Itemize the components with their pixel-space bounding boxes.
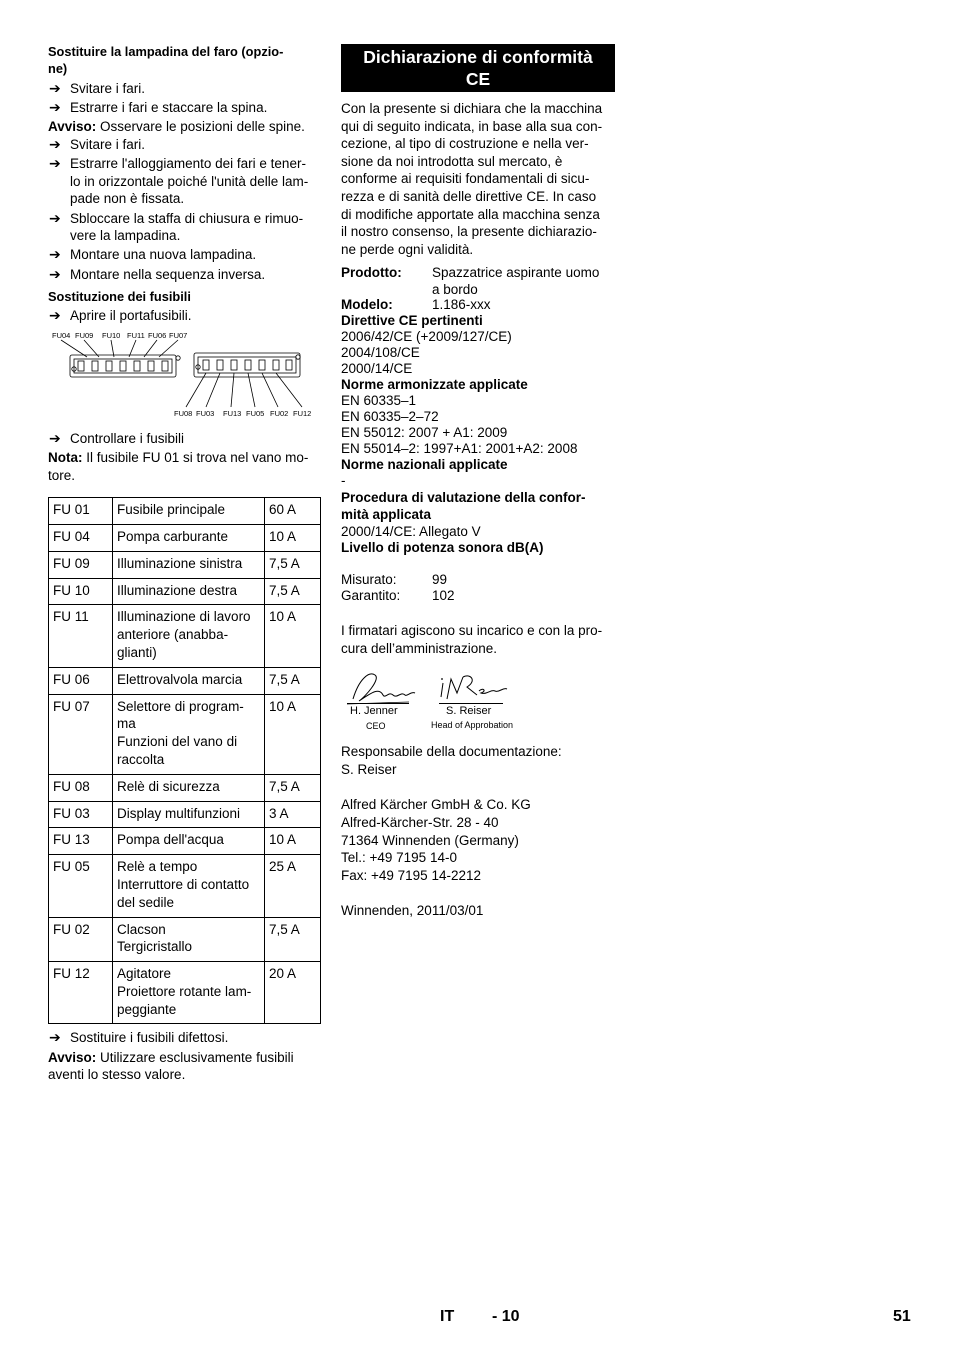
fuse-id: FU 04 (49, 524, 113, 551)
fuse-row (49, 694, 321, 774)
fuse-id: FU 08 (49, 774, 113, 801)
diagram-label-bottom: FU02 (270, 408, 289, 418)
arrow-icon: ➔ (49, 1029, 61, 1046)
norm-item: EN 55012: 2007 + A1: 2009 (341, 424, 508, 440)
lamp-step: ➔ Svitare i fari. (49, 135, 146, 152)
norms-heading: Norme armonizzate applicate (341, 376, 528, 392)
fuse-amperage: 10 A (265, 694, 321, 774)
fuse-description: Elettrovalvola marcia (113, 667, 265, 694)
signatures (341, 669, 615, 735)
fuse-description: Relè a tempo Interruttore di contatto del sedile (113, 855, 265, 917)
left-column (48, 44, 321, 1084)
intro-line: sione da noi introdotta sul mercato, è (341, 153, 563, 169)
place-date: Winnenden, 2011/03/01 (341, 903, 484, 919)
fuse-row (49, 801, 321, 828)
fuse-amperage: 10 A (265, 605, 321, 667)
diagram-label-top: FU07 (169, 330, 188, 340)
sound-power-heading: Livello di potenza sonora dB(A) (341, 539, 544, 555)
diagram-label-bottom: FU03 (196, 408, 215, 418)
fuse-description: Illuminazione sinistra (113, 551, 265, 578)
norm-item: EN 60335–1 (341, 392, 417, 408)
lamp-step: ➔ Sbloccare la staffa di chiusura e rimuo- vere la lampadina. (49, 209, 304, 244)
intro-line: ne perde ogni validità. (341, 241, 474, 257)
fuse-description: Pompa dell'acqua (113, 828, 265, 855)
fuse-description: Illuminazione destra (113, 578, 265, 605)
fuse-description: Selettore di program- ma Funzioni del vano di raccolta (113, 694, 265, 774)
intro-line: di modifiche apportate alla macchina senza (341, 206, 600, 222)
lamp-step: ➔ Estrarre l'alloggiamento dei fari e tener- lo in orizzontale poiché l'unità delle lam- pade non è fissata. (49, 155, 309, 207)
arrow-icon: ➔ (49, 265, 61, 282)
diagram-label-bottom: FU12 (293, 408, 312, 418)
arrow-icon: ➔ (49, 246, 61, 263)
fuse-description: Display multifunzioni (113, 801, 265, 828)
fuse-id: FU 11 (49, 605, 113, 667)
fuse-id: FU 09 (49, 551, 113, 578)
lamp-step: ➔ Montare nella sequenza inversa. (49, 265, 266, 282)
fuse-row (49, 962, 321, 1024)
fuse-description: Clacson Tergicristallo (113, 917, 265, 962)
fuse-row (49, 917, 321, 962)
fuse-amperage: 7,5 A (265, 917, 321, 962)
arrow-icon: ➔ (49, 80, 61, 96)
directives-heading: Direttive CE pertinenti (341, 312, 483, 328)
norm-item: EN 55014–2: 1997+A1: 2001+A2: 2008 (341, 440, 578, 456)
fuse-amperage: 3 A (265, 801, 321, 828)
lamp-replace-heading: Sostituire la lampadina del faro (opzio- ne) (48, 44, 284, 76)
signer-1-role: CEO (366, 721, 386, 732)
fuse-amperage: 25 A (265, 855, 321, 917)
footer-section: - 10 (492, 1308, 520, 1325)
fuse-box-diagram (48, 329, 321, 421)
diagram-label-top: FU10 (102, 330, 121, 340)
guaranteed-row: Garantito: 102 (341, 587, 455, 603)
fuse-row (49, 855, 321, 917)
fuse-amperage: 10 A (265, 828, 321, 855)
fuse-description: Illuminazione di lavoro anteriore (anabba- glianti) (113, 605, 265, 667)
directive-item: 2004/108/CE (341, 344, 420, 360)
diagram-label-top: FU11 (127, 330, 145, 340)
arrow-icon: ➔ (49, 135, 61, 152)
fuse-step-open: ➔ Aprire il portafusibili. (49, 307, 192, 324)
fuse-id: FU 06 (49, 667, 113, 694)
model-row: Modelo: 1.186-xxx (341, 296, 491, 312)
signer-2-name: S. Reiser (446, 705, 492, 718)
fuse-row (49, 828, 321, 855)
fuse-id: FU 02 (49, 917, 113, 962)
lamp-step: ➔ Svitare i fari. (49, 80, 146, 96)
fuse-replace-heading: Sostituzione dei fusibili (48, 288, 191, 304)
measured-row: Misurato: 99 (341, 571, 448, 587)
diagram-label-top: FU04 (52, 330, 71, 340)
fuse-row (49, 667, 321, 694)
diagram-label-bottom: FU13 (223, 408, 242, 418)
directive-item: 2006/42/CE (+2009/127/CE) (341, 328, 512, 344)
national-norms-value: - (341, 472, 346, 488)
fuse-amperage: 20 A (265, 962, 321, 1024)
procedure-value: 2000/14/CE: Allegato V (341, 523, 481, 539)
intro-line: qui di seguito indicata, in base alla sua con- (341, 118, 603, 134)
right-column (341, 44, 615, 920)
diagram-label-top: FU09 (75, 330, 94, 340)
arrow-icon: ➔ (49, 429, 61, 446)
norm-item: EN 60335–2–72 (341, 408, 439, 424)
signer-1-name: H. Jenner (350, 705, 398, 718)
note-fu01: Nota: Il fusibile FU 01 si trova nel vano mo- tore. (48, 449, 309, 483)
fuse-table (48, 497, 321, 1024)
fuse-description: Fusibile principale (113, 498, 265, 525)
fuse-row (49, 551, 321, 578)
fuse-amperage: 10 A (265, 524, 321, 551)
product-row: Prodotto: Spazzatrice aspirante uomo a bordo (341, 265, 600, 297)
notice-plug-positions: Avviso: Osservare le posizioni delle spine. (48, 119, 305, 135)
footer-language: IT (440, 1308, 455, 1325)
declaration-title: Dichiarazione di conformità CE (341, 44, 615, 92)
fuse-id: FU 07 (49, 694, 113, 774)
procedure-heading: Procedura di valutazione della confor- mità applicata (341, 489, 586, 523)
diagram-label-bottom: FU05 (246, 408, 265, 418)
arrow-icon: ➔ (49, 99, 61, 116)
fuse-row (49, 498, 321, 525)
intro-line: Con la presente si dichiara che la macchina (341, 101, 603, 116)
fuse-step-check: ➔ Controllare i fusibili (49, 429, 185, 446)
fuse-id: FU 05 (49, 855, 113, 917)
fuse-id: FU 12 (49, 962, 113, 1024)
fuse-id: FU 03 (49, 801, 113, 828)
doc-responsible: Responsabile della documentazione: S. Reiser (341, 744, 562, 777)
fuse-amperage: 7,5 A (265, 551, 321, 578)
signatories-note: I firmatari agiscono su incarico e con la pro- cura dell’amministrazione. (341, 622, 603, 656)
intro-line: conforme ai requisiti fondamentali di sicu- (341, 171, 590, 187)
intro-line: rezza e di sanità delle direttive CE. In caso (341, 188, 597, 204)
fuse-amperage: 7,5 A (265, 774, 321, 801)
fuse-row (49, 774, 321, 801)
fuse-amperage: 7,5 A (265, 578, 321, 605)
declaration-intro (341, 100, 615, 258)
lamp-step: ➔ Estrarre i fari e staccare la spina. (49, 99, 268, 116)
fuse-amperage: 7,5 A (265, 667, 321, 694)
arrow-icon: ➔ (49, 155, 61, 172)
fuse-id: FU 01 (49, 498, 113, 525)
fuse-step-replace: ➔ Sostituire i fusibili difettosi. (49, 1029, 229, 1046)
intro-line: il nostro consenso, la presente dichiarazio- (341, 224, 597, 240)
fuse-id: FU 10 (49, 578, 113, 605)
fuse-description: Agitatore Proiettore rotante lam- peggiante (113, 962, 265, 1024)
fuse-row (49, 524, 321, 551)
national-norms-heading: Norme nazionali applicate (341, 456, 508, 472)
fuse-description: Pompa carburante (113, 524, 265, 551)
arrow-icon: ➔ (49, 307, 61, 324)
diagram-label-top: FU06 (148, 330, 167, 340)
intro-line: cezione, al tipo di costruzione e nella ver- (341, 136, 589, 152)
footer-page-number: 51 (893, 1308, 911, 1325)
fuse-id: FU 13 (49, 828, 113, 855)
directive-item: 2000/14/CE (341, 360, 413, 376)
lamp-step: ➔ Montare una nuova lampadina. (49, 246, 257, 263)
signer-2-role: Head of Approbation (431, 720, 514, 731)
fuse-amperage: 60 A (265, 498, 321, 525)
fuse-row (49, 605, 321, 667)
fuse-row (49, 578, 321, 605)
company-address: Alfred Kärcher GmbH & Co. KG Alfred-Kärcher-Str. 28 - 40 71364 Winnenden (Germany) Tel.: +49 7195 14-0 Fax: +49 7195 14-2212 (341, 797, 531, 883)
notice-same-value: Avviso: Utilizzare esclusivamente fusibili aventi lo stesso valore. (48, 1049, 294, 1083)
diagram-label-bottom: FU08 (174, 408, 193, 418)
fuse-description: Relè di sicurezza (113, 774, 265, 801)
arrow-icon: ➔ (49, 209, 61, 226)
